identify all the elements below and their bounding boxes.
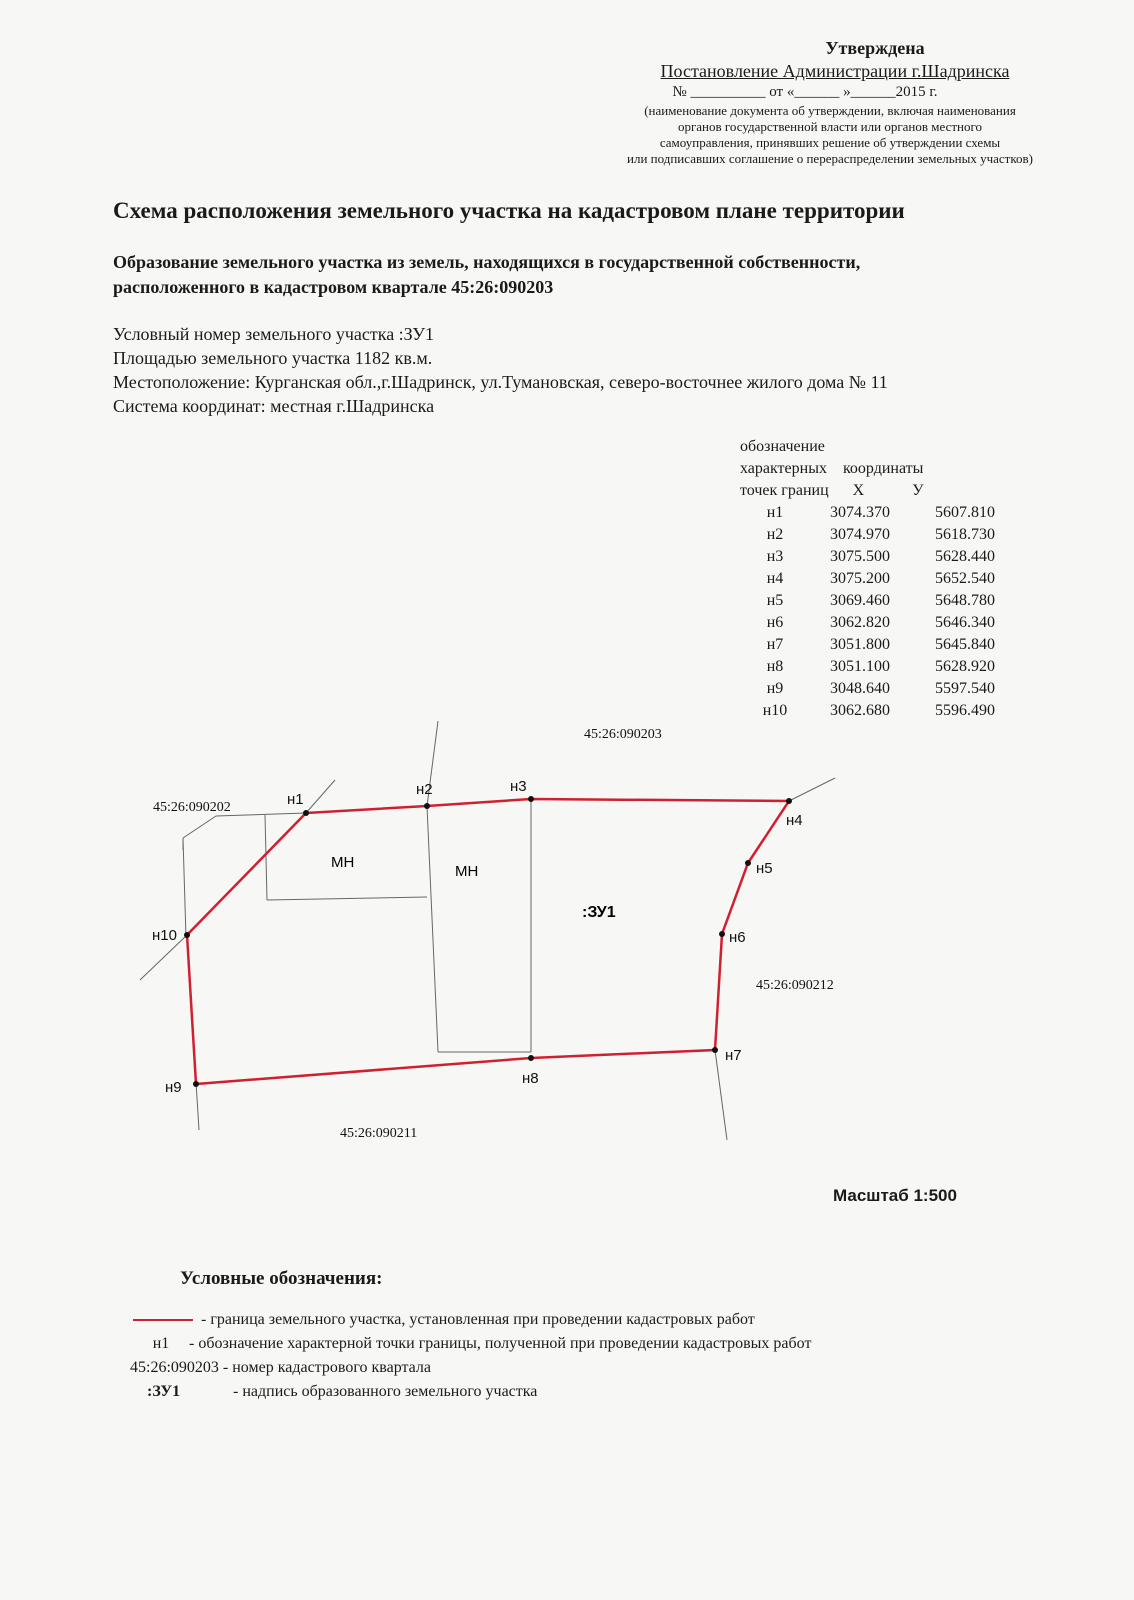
neighbor-line xyxy=(267,897,427,900)
coords-cell-y: 5607.810 xyxy=(935,504,995,521)
point-labels xyxy=(152,778,803,1096)
legend-row-parcel xyxy=(133,1380,811,1404)
coords-header-line: точек границ X У xyxy=(740,482,924,499)
coords-cell-y: 5652.540 xyxy=(935,570,995,587)
point-label: н2 xyxy=(416,781,433,798)
quarter-label-left: 45:26:090202 xyxy=(153,800,231,815)
coordinates-table xyxy=(740,436,1020,722)
legend xyxy=(130,1308,812,1404)
parcel-number: Условный номер земельного участка :ЗУ1 xyxy=(113,324,434,344)
cadastral-plan xyxy=(0,720,1134,1200)
quarter-label-bottom: 45:26:090211 xyxy=(340,1126,418,1141)
subtitle-line: Образование земельного участка из земель, находящихся в государственной собственности, xyxy=(113,252,861,272)
approval-decree: Постановление Администрации г.Шадринска xyxy=(660,61,1010,81)
coords-row xyxy=(740,700,1020,722)
legend-point-desc: - обозначение характерной точки границы, полученной при проведении кадастровых работ xyxy=(189,1335,812,1352)
coords-header-line: характерных координаты xyxy=(740,460,924,477)
neighbor-line xyxy=(196,1082,199,1130)
legend-parcel-desc: - надпись образованного земельного участка xyxy=(233,1383,538,1400)
coords-row xyxy=(740,590,1020,612)
neighbor-line xyxy=(183,816,216,838)
legend-point-symbol: н1 xyxy=(152,1335,170,1352)
legend-row-quarter xyxy=(130,1356,811,1380)
coords-row xyxy=(740,656,1020,678)
red-boundary-line-symbol xyxy=(133,1319,193,1321)
coords-cell-name: н8 xyxy=(766,658,784,675)
point-label: н6 xyxy=(729,929,746,946)
approval-block xyxy=(560,38,1080,167)
coords-cell-y: 5645.840 xyxy=(935,636,995,653)
coords-header-line: обозначение xyxy=(740,438,825,455)
coords-cell-x: 3069.460 xyxy=(830,592,890,609)
coords-cell-x: 3074.970 xyxy=(830,526,890,543)
coords-cell-x: 3062.820 xyxy=(830,614,890,631)
coords-cell-name: н10 xyxy=(762,702,788,719)
approval-note xyxy=(580,103,1080,167)
coords-cell-name: н6 xyxy=(766,614,784,631)
coords-row xyxy=(740,502,1020,524)
coords-row xyxy=(740,678,1020,700)
point-n4 xyxy=(786,798,792,804)
coords-cell-x: 3051.800 xyxy=(830,636,890,653)
legend-parcel-symbol: :ЗУ1 xyxy=(147,1383,181,1400)
point-label: н9 xyxy=(165,1079,182,1096)
point-n6 xyxy=(719,931,725,937)
point-n3 xyxy=(528,796,534,802)
legend-row-point xyxy=(133,1332,811,1356)
point-label: н10 xyxy=(152,927,177,944)
approval-note-line: самоуправления, принявших решение об утверждении схемы xyxy=(659,135,1001,150)
coords-cell-name: н5 xyxy=(766,592,784,609)
point-n5 xyxy=(745,860,751,866)
coords-rows xyxy=(740,502,1020,722)
coords-cell-y: 5646.340 xyxy=(935,614,995,631)
coords-row xyxy=(740,612,1020,634)
parcel-boundary xyxy=(187,799,789,1084)
coords-cell-y: 5597.540 xyxy=(935,680,995,697)
coords-row xyxy=(740,546,1020,568)
point-label: н3 xyxy=(510,778,527,795)
coords-cell-name: н2 xyxy=(766,526,784,543)
approval-number-line: № __________ от «______ »______2015 г. xyxy=(672,84,938,100)
parcel-area: Площадью земельного участка 1182 кв.м. xyxy=(113,348,433,368)
coords-cell-y: 5628.440 xyxy=(935,548,995,565)
coords-cell-x: 3062.680 xyxy=(830,702,890,719)
document-title: Схема расположения земельного участка на кадастровом плане территории xyxy=(113,198,905,223)
coords-row xyxy=(740,568,1020,590)
coords-cell-x: 3075.200 xyxy=(830,570,890,587)
building-label: МН xyxy=(331,854,355,871)
parcel-location: Местоположение: Курганская обл.,г.Шадринск, ул.Тумановская, северо-восточнее жилого дома № 11 xyxy=(113,372,888,392)
plan-drawing xyxy=(0,720,1134,1200)
point-label: н7 xyxy=(725,1047,742,1064)
point-n1 xyxy=(303,810,309,816)
neighbor-line xyxy=(183,838,186,938)
point-n7 xyxy=(712,1047,718,1053)
neighbor-line xyxy=(789,778,835,801)
legend-row-boundary xyxy=(133,1308,811,1332)
boundary-points xyxy=(184,796,792,1087)
quarter-label-top: 45:26:090203 xyxy=(584,727,662,742)
coords-cell-x: 3048.640 xyxy=(830,680,890,697)
approval-note-line: (наименование документа об утверждении, включая наименования xyxy=(644,103,1016,118)
approval-note-line: или подписавших соглашение о перераспределении земельных участков) xyxy=(627,151,1033,166)
coordinate-system: Система координат: местная г.Шадринска xyxy=(113,396,435,416)
coords-cell-y: 5648.780 xyxy=(935,592,995,609)
parcel-info xyxy=(113,322,888,418)
point-label: н4 xyxy=(786,812,803,829)
coords-cell-x: 3051.100 xyxy=(830,658,890,675)
neighbor-line xyxy=(265,815,267,900)
document-subtitle xyxy=(113,250,1033,300)
neighbor-line xyxy=(427,806,438,1052)
coords-cell-y: 5596.490 xyxy=(935,702,995,719)
coords-cell-name: н4 xyxy=(766,570,784,587)
scale-label: Масштаб 1:500 xyxy=(833,1186,957,1205)
coords-cell-y: 5618.730 xyxy=(935,526,995,543)
point-n2 xyxy=(424,803,430,809)
point-label: н5 xyxy=(756,860,773,877)
coords-cell-name: н9 xyxy=(766,680,784,697)
legend-quarter-desc: - номер кадастрового квартала xyxy=(218,1359,431,1376)
point-label: н1 xyxy=(287,791,304,808)
parcel-label: :ЗУ1 xyxy=(582,904,616,921)
approval-title: Утверждена xyxy=(825,38,925,58)
quarter-label-right: 45:26:090212 xyxy=(756,978,834,993)
coords-row xyxy=(740,634,1020,656)
coords-cell-name: н1 xyxy=(766,504,784,521)
point-n8 xyxy=(528,1055,534,1061)
coords-cell-name: н7 xyxy=(766,636,784,653)
building-label: МН xyxy=(455,863,479,880)
legend-title: Условные обозначения: xyxy=(180,1268,383,1289)
point-n10 xyxy=(184,932,190,938)
subtitle-line: расположенного в кадастровом квартале 45:26:090203 xyxy=(113,277,554,297)
point-label: н8 xyxy=(522,1070,539,1087)
coords-cell-x: 3074.370 xyxy=(830,504,890,521)
neighbor-line xyxy=(306,780,335,813)
coords-cell-x: 3075.500 xyxy=(830,548,890,565)
point-n9 xyxy=(193,1081,199,1087)
legend-quarter-symbol: 45:26:090203 xyxy=(130,1359,219,1376)
legend-boundary-desc: - граница земельного участка, установленная при проведении кадастровых работ xyxy=(201,1311,755,1328)
coords-cell-y: 5628.920 xyxy=(935,658,995,675)
coords-row xyxy=(740,524,1020,546)
coords-cell-name: н3 xyxy=(766,548,784,565)
approval-note-line: органов государственной власти или органов местного xyxy=(677,119,983,134)
